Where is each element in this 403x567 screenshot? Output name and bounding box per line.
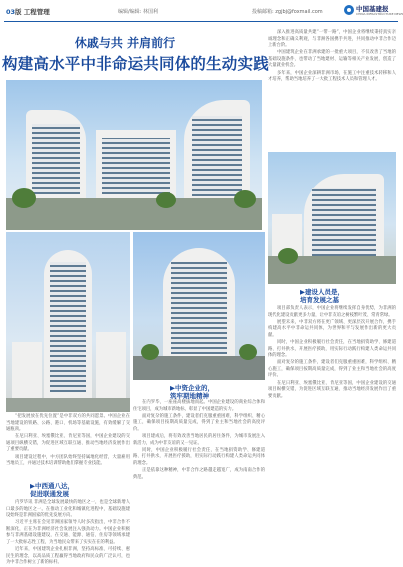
paragraph: 同时，中国企业积极履行社会责任，在当地捐资助学、修建道路、打井供水，开展医疗援助，用实际行动践行构建人类命运共同体的理念。 (133, 447, 265, 466)
paragraph: 中国建筑企业在非洲承建的一批重大项目，不仅改善了当地的基础设施条件，也带动了当地建材、运输等相关产业发展，创造了大量就业机会。 (268, 50, 396, 69)
caption-transport (30, 482, 74, 498)
paragraph: 项目部负责人表示，中国企业将继续发挥自身优势，为非洲的现代化建设贡献更多力量，让中非友谊之树枝繁叶茂、常青常绿。 (268, 306, 396, 318)
paragraph: 同时，中国企业积极履行社会责任，在当地捐资助学、修建道路、打井供水，开展医疗援助，用实际行动践行构建人类命运共同体的理念。 (268, 339, 396, 359)
photo-building-complex (6, 80, 262, 230)
body-column-3 (268, 306, 396, 560)
section-name: 版 工程管理 (15, 8, 50, 16)
caption-enterprise (170, 384, 214, 400)
central-windows (102, 138, 170, 194)
paragraph: 多年来，中国企业深耕非洲市场，在施工中注重技术转移和人才培养，帮助当地培养了一大批工程技术人员和管理人才。 (268, 70, 396, 83)
caption-talent (300, 288, 344, 304)
tower-windows (32, 124, 80, 194)
tree (12, 188, 36, 208)
ground (6, 198, 262, 230)
paragraph: 在尼日利亚、埃塞俄比亚、肯尼亚等国，中国企业建设的交通项目纵横交错，为促进区域互联互通、推动当地经济发展作出了重要贡献。 (6, 434, 130, 453)
tree (239, 344, 257, 360)
paragraph: 习近平主席在会见非洲国家领导人时多次指出，中非合作不断深化，正在为非洲经济社会发展注入强劲动力。中国企业积极参与非洲基础设施建设，在交通、能源、通信、住房等领域承建了一大批标志性工程，为当地民众带来了实实在在的利益。 (6, 520, 130, 546)
tree (156, 192, 176, 208)
paragraph: 近年来，中国建筑企业扎根非洲，坚持高标准、可持续、惠民生的理念，以高品质工程赢得当地政府和民众的广泛认可，也为中非合作树立了新的标杆。 (6, 547, 130, 566)
low-building (12, 342, 42, 402)
body-column-3-top (268, 30, 396, 150)
logo-name: 中国基建报 (356, 5, 389, 13)
page-number: 03 (6, 8, 16, 16)
building-windows (171, 262, 227, 354)
paragraph: 在内罗毕，一座座高楼拔地而起。中国企业建设的商业综合体和住宅项目，成为城市新地标，彰显了中国建造的实力。 (133, 400, 265, 412)
right-tower-windows (192, 116, 242, 196)
article-headline: 构建高水平中非命运共同体的生动实践 (2, 55, 269, 73)
tree (141, 344, 159, 360)
photo-tower (6, 232, 130, 412)
paragraph: 在尼日利亚、埃塞俄比亚、肯尼亚等国，中国企业建设的交通项目纵横交错，为促进区域互联互通、推动当地经济发展作出了重要贡献。 (268, 380, 396, 399)
caption-text: ▶中资企业的， 筑牢期地精神 (170, 384, 214, 400)
low-building (96, 332, 126, 402)
photo-campus (268, 152, 396, 284)
newspaper-logo (344, 4, 403, 18)
paragraph: 面对复杂的施工条件，建设者们克服重重困难，科学组织、精心施工，确保项目按期高质量完成，得到了业主和当地社会的高度评价。 (133, 413, 265, 432)
tower-windows (50, 262, 86, 392)
body-column-1b (6, 500, 130, 566)
paragraph: 项目建设过程中，中方团队始终坚持属地化经营，大量雇用当地员工，并通过技术培训帮助他们掌握专业技能。 (6, 454, 130, 467)
paragraph: 正是依靠这种精神，中非合作之路越走越宽广，成为南南合作的典范。 (133, 467, 265, 480)
logo-icon (344, 5, 354, 15)
paragraph: “把发展放在优先位置”是中非双方的共同愿景。中国企业在当地建设的铁路、公路、港口、机场等基础设施，有效缓解了交通瓶颈。 (6, 414, 130, 433)
tree (278, 248, 298, 264)
tree (234, 190, 256, 208)
block-windows (312, 188, 376, 256)
editor-credit: 编辑/编辑: 林国利 (118, 9, 158, 15)
paragraph: 内罗毕讯 非洲是全球发展最快的地区之一，也是全球新增人口最多的地区之一。在推动工业化和城镇化进程中，基础设施建设始终是非洲国家的优先发展方向。 (6, 500, 130, 519)
body-column-1 (6, 414, 130, 480)
ground (6, 398, 130, 412)
page-section (6, 7, 50, 16)
header-divider (4, 21, 398, 22)
photo-night-building (133, 232, 265, 380)
caption-text: ▶建设人员是， 培育发展之基 (300, 288, 344, 304)
paragraph: 展望未来，中非双方将在更广领域、更深层次开展合作，携手构建高水平中非命运共同体，为世界和平与发展作出新的更大贡献。 (268, 319, 396, 338)
logo-english-name: CHINA INFRASTRUCTURE NEWS (356, 12, 403, 16)
paragraph: 面对复杂的施工条件，建设者们克服重重困难，科学组织、精心施工，确保项目按期高质量完成，得到了业主和当地社会的高度评价。 (268, 360, 396, 379)
paragraph: 项目建成后，将有效改善当地居民的居住条件，为城市发展注入新活力，成为中非友谊的又一见证。 (133, 433, 265, 446)
article-kicker: 休戚与共 并肩前行 (74, 36, 176, 50)
body-column-2 (133, 400, 265, 560)
page-header (0, 0, 402, 24)
submission-email: 投稿邮箱: zgjbj@foxmail.com (252, 9, 323, 15)
paragraph: 深入推进高质量共建“一带一路”，中国企业将继续秉持真实亲诚理念和正确义利观，与非洲各国携手共进，共同推动中非合作迈上新台阶。 (268, 30, 396, 49)
caption-text: ▶中西通八达， 促进联通发展 (30, 482, 74, 498)
